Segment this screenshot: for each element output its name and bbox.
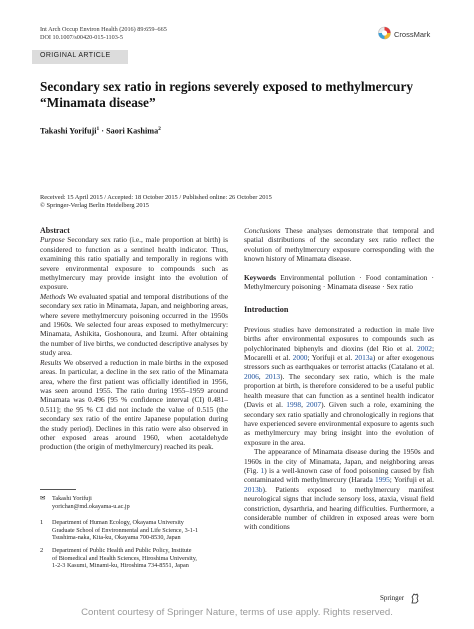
envelope-icon: ✉ [40, 495, 46, 502]
author-separator: · [99, 126, 107, 136]
keywords-text: Environmental pollution · Food contamination · Methylmercury poisoning · Minamata disease · Sex ratio [244, 272, 434, 292]
methods-label: Methods [40, 291, 66, 301]
results-label: Results [40, 357, 62, 367]
purpose-text: Secondary sex ratio (i.e., male proportion at birth) is considered to function as a sentinel health indicator. Thus, examining this ratio spatially and temporally in regions with severe environmental exposure to compounds such as methylmercury may provide insight into the evolution of exposure. [40, 235, 228, 292]
corresponding-email[interactable]: yorichan@md.okayama-u.ac.jp [52, 502, 130, 510]
citation-link[interactable]: 2006 [244, 371, 259, 381]
affiliation-number: 2 [40, 547, 44, 554]
affiliation-line: Graduate School of Environmental and Life Science, 3-1-1 [52, 526, 199, 534]
publisher-logo [380, 593, 420, 604]
affiliation-marker: 2 [158, 126, 161, 132]
affiliation-line: of Biomedical and Health Sciences, Hiroshima University, [52, 554, 197, 562]
text-run: ). Patients exposed to methylmercury manifest neurological signs that include sensory loss, ataxia, visual field constriction, dysarthria, and hearing difficulties. Furthermore, a considerable number of children in exposed areas were born with conditions [244, 484, 434, 532]
citation-link[interactable]: 2013 [265, 371, 281, 381]
crossmark-badge[interactable] [378, 26, 458, 42]
crossmark-label: CrossMark [394, 30, 431, 39]
methods-text: We evaluated spatial and temporal distributions of the secondary sex ratio in Minamata, Japan, and neighboring areas, where severe methylmercury poisoning occurred in the 1950s and 1960s. We selected four areas exposed to methylmercury: Minamata, Ashikita, Goshonoura, and Izumi. After obtaining the number of live births, we conducted descriptive analyses by study area. [40, 291, 228, 358]
abstract [40, 226, 228, 452]
citation-link[interactable]: 2013a [354, 353, 373, 363]
author-name[interactable]: Saori Kashima [106, 126, 159, 136]
text-run: ). Given such a role, examining the secondary sex ratio spatially and chronologically in regions that have experienced severe environmental exposure to agents such as methylmercury may bring insight into the evolution of exposure in the area. [244, 400, 434, 447]
affiliation-line: Tsushima-naka, Kita-ku, Okayama 700-8530, Japan [52, 534, 181, 542]
title-line-1: Secondary sex ratio in regions severely exposed to methylmercury [40, 79, 413, 94]
abstract-methods [40, 292, 228, 358]
citation-link[interactable]: 2002 [417, 343, 432, 353]
journal-citation: Int Arch Occup Environ Health (2016) 89:659–665 [40, 26, 167, 33]
springer-horse-icon [410, 593, 420, 604]
corresponding-name: Takashi Yorifuji [52, 495, 92, 502]
affiliation-marker: 1 [96, 126, 100, 132]
purpose-label: Purpose [40, 235, 65, 245]
affiliation-1 [40, 519, 230, 543]
text-run: ) is a well-known case of food poisoning caused by fish contaminated with methylmercury (Harada [244, 465, 434, 485]
abstract-heading: Abstract [40, 226, 70, 235]
title-line-2: “Minamata disease” [40, 94, 156, 110]
affiliation-2 [40, 547, 230, 571]
text-run: ; Yorifuji et al. [307, 353, 355, 363]
right-column [244, 226, 434, 532]
publication-dates [40, 194, 272, 210]
citation-link[interactable]: 2007 [306, 400, 322, 410]
text-run: ; Yorifuji et al. [389, 475, 434, 485]
text-run: Previous studies have demonstrated a reduction in male live births after environmental exposures to compounds such as polychlorinated biphenyls and dioxins (del Rio et al. [244, 324, 434, 353]
text-run: , [258, 371, 266, 381]
doi[interactable]: DOI 10.1007/s00420-015-1103-5 [40, 33, 123, 41]
text-run: ). The secondary sex ratio, which is the male proportion at birth, is therefore considered to be a useful public health measure that can function as a sentinel health indicator (Davis et al. [244, 371, 434, 410]
text-run: , [301, 400, 307, 410]
intro-paragraph-2 [244, 447, 434, 532]
intro-paragraph-1 [244, 325, 434, 447]
publisher-name: Springer [380, 594, 405, 603]
text-run: ) or after exogenous stressors such as earthquakes or terrorist attacks (Catalano et al. [244, 353, 434, 372]
figure-link[interactable]: 1 [260, 465, 265, 475]
affiliation-line: 1-2-3 Kasumi, Minami-ku, Hiroshima 734-8551, Japan [52, 562, 189, 570]
introduction-heading: Introduction [244, 305, 289, 315]
text-run: ; Mocarelli et al. [244, 343, 434, 363]
article-title [40, 79, 440, 110]
conclusions-label: Conclusions [244, 226, 281, 235]
crossmark-icon [378, 26, 391, 41]
corresponding-author [40, 495, 230, 511]
affiliation-number: 1 [40, 519, 44, 526]
abstract-conclusions [244, 226, 434, 264]
citation-link[interactable]: 1995 [375, 475, 390, 485]
citation-link[interactable]: 1998 [286, 400, 302, 410]
author-list [40, 126, 161, 136]
keywords [244, 273, 434, 292]
article-type-label: ORIGINAL ARTICLE [40, 52, 111, 59]
results-text: We observed a reduction in male births in the exposed areas. In particular, a decline in the sex ratio of the Minamata area, where the first patient was officially identified in 1956, was seen around 1955. The ratio during 1955–1959 around Minamata was 0.496 [95 % confidence interval (CI) 0.481–0.511]; the 95 % CI did not include the value of 0.515 (the secondary sex ratio of the entire Japanese population during the study period). Declines in this ratio were also observed in other exposed areas around 1960, when acetaldehyde production (the origin of methylmercury) reached its peak. [40, 357, 228, 452]
history-dates: Received: 15 April 2015 / Accepted: 18 October 2015 / Published online: 26 October 2015 [40, 194, 272, 201]
affiliation-line: Department of Human Ecology, Okayama University [52, 519, 184, 526]
copyright-line: © Springer-Verlag Berlin Heidelberg 2015 [40, 201, 149, 209]
abstract-results [40, 358, 228, 452]
citation-link[interactable]: 2013b [244, 484, 263, 494]
keywords-label: Keywords [244, 272, 277, 282]
author-name[interactable]: Takashi Yorifuji [40, 126, 97, 136]
journal-header [40, 26, 167, 41]
footnote-divider [40, 489, 76, 490]
conclusions-text: These analyses demonstrate that temporal and spatial distributions of the secondary sex ratio reflect the evolution of methylmercury exposure corresponding with the known history of Minamata disease. [244, 226, 434, 264]
abstract-purpose [40, 235, 228, 291]
text-run: The appearance of Minamata disease during the 1950s and 1960s in the city of Minamata, Japan, and neighboring areas (Fig. [244, 447, 434, 475]
courtesy-notice: Content courtesy of Springer Nature, terms of use apply. Rights reserved. [81, 607, 393, 618]
citation-link[interactable]: 2000 [292, 353, 308, 363]
affiliation-line: Department of Public Health and Public Policy, Institute [52, 547, 192, 554]
